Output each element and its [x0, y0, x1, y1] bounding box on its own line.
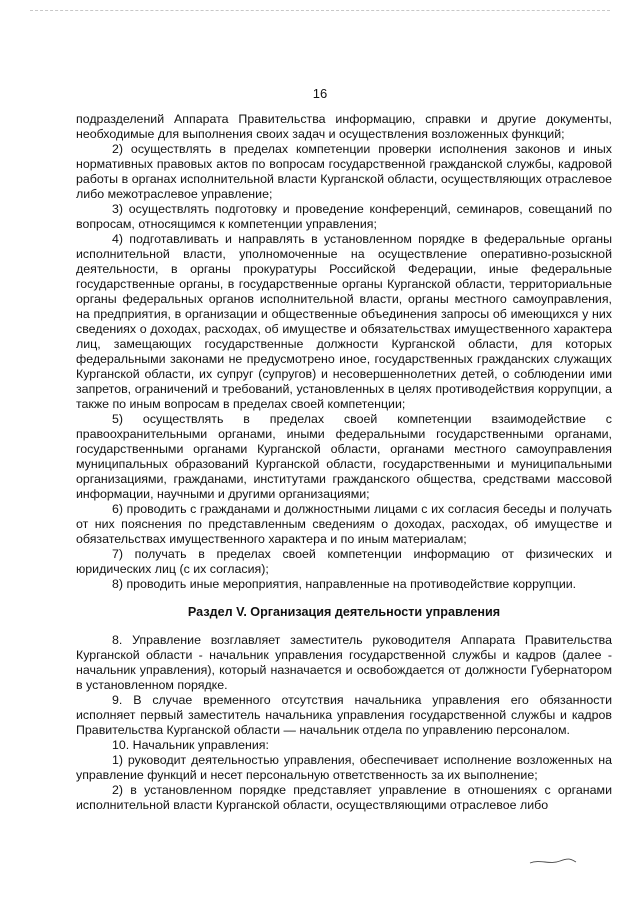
paragraph: 3) осуществлять подготовку и проведение конференций, семинаров, совещаний по вопросам, относящимся к компетенции управления;: [76, 202, 612, 231]
paragraph: 9. В случае временного отсутствия начальника управления его обязанности исполняет первый заместитель начальника управления государственной службы и кадров Правительства Курганской области — начальник отдела по управлению персоналом.: [76, 693, 612, 737]
handwritten-mark: [528, 855, 578, 867]
paragraph: 1) руководит деятельностью управления, обеспечивает исполнение возложенных на управление функций и несет персональную ответственность за их выполнение;: [76, 753, 612, 782]
paragraph: 5) осуществлять в пределах своей компетенции взаимодействие с правоохранительными органами, иными федеральными государственными органами, государственными органами Курганской области, органами местного самоуправления муниципальных образований Курганской области, государственными и муниципальными организациями, гражданами, институтами гражданского общества, средствами массовой информации, научными и другими организациями;: [76, 412, 612, 501]
paragraph: 8) проводить иные мероприятия, направленные на противодействие коррупции.: [112, 577, 577, 591]
scan-edge-artifact: [30, 10, 610, 11]
paragraph: 8. Управление возглавляет заместитель руководителя Аппарата Правительства Курганской области - начальник управления государственной службы и кадров (далее - начальник управления), который назначается и освобождается от должности Губернатором в установленном порядке.: [76, 633, 612, 692]
paragraph: 6) проводить с гражданами и должностными лицами с их согласия беседы и получать от них пояснения по представленным сведениям о доходах, расходах, об имуществе и обязательствах имущественного характера и по иным материалам;: [76, 502, 612, 546]
paragraph: подразделений Аппарата Правительства информацию, справки и другие документы, необходимые для выполнения своих задач и осуществления возложенных функций;: [76, 112, 612, 141]
paragraph: 2) осуществлять в пределах компетенции проверки исполнения законов и иных нормативных правовых актов по вопросам государственной гражданской службы, кадровой работы в органах исполнительной власти Курганской области, осуществляющих отраслевое либо межотраслевое управление;: [76, 142, 612, 201]
document-body: [76, 112, 612, 813]
paragraph: 10. Начальник управления:: [112, 738, 269, 752]
section-heading: Раздел V. Организация деятельности управления: [187, 605, 501, 619]
paragraph: 4) подготавливать и направлять в установленном порядке в федеральные органы исполнительной власти, уполномоченные на осуществление оперативно-розыскной деятельности, в органы прокуратуры Российской Федерации, иные федеральные государственные органы, в государственные органы Курганской области, территориальные органы федеральных органов исполнительной власти, органы местного самоуправления, на предприятия, в организации и общественные объединения запросы об имеющихся у них сведениях о доходах, расходах, об имуществе и обязательствах имущественного характера лиц, замещающих государственные должности Курганской области, для которых федеральными законами не предусмотрено иное, государственных гражданских служащих Курганской области, их супруг (супругов) и несовершеннолетних детей, о соблюдении ими запретов, ограничений и требований, установленных в целях противодействия коррупции, а также по иным вопросам в пределах своей компетенции;: [76, 232, 612, 411]
paragraph: 7) получать в пределах своей компетенции информацию от физических и юридических лиц (с их согласия);: [76, 547, 612, 576]
paragraph: 2) в установленном порядке представляет управление в отношениях с органами исполнительной власти Курганской области, осуществляющими отраслевое либо: [76, 783, 612, 812]
page-number: 16: [312, 86, 328, 101]
